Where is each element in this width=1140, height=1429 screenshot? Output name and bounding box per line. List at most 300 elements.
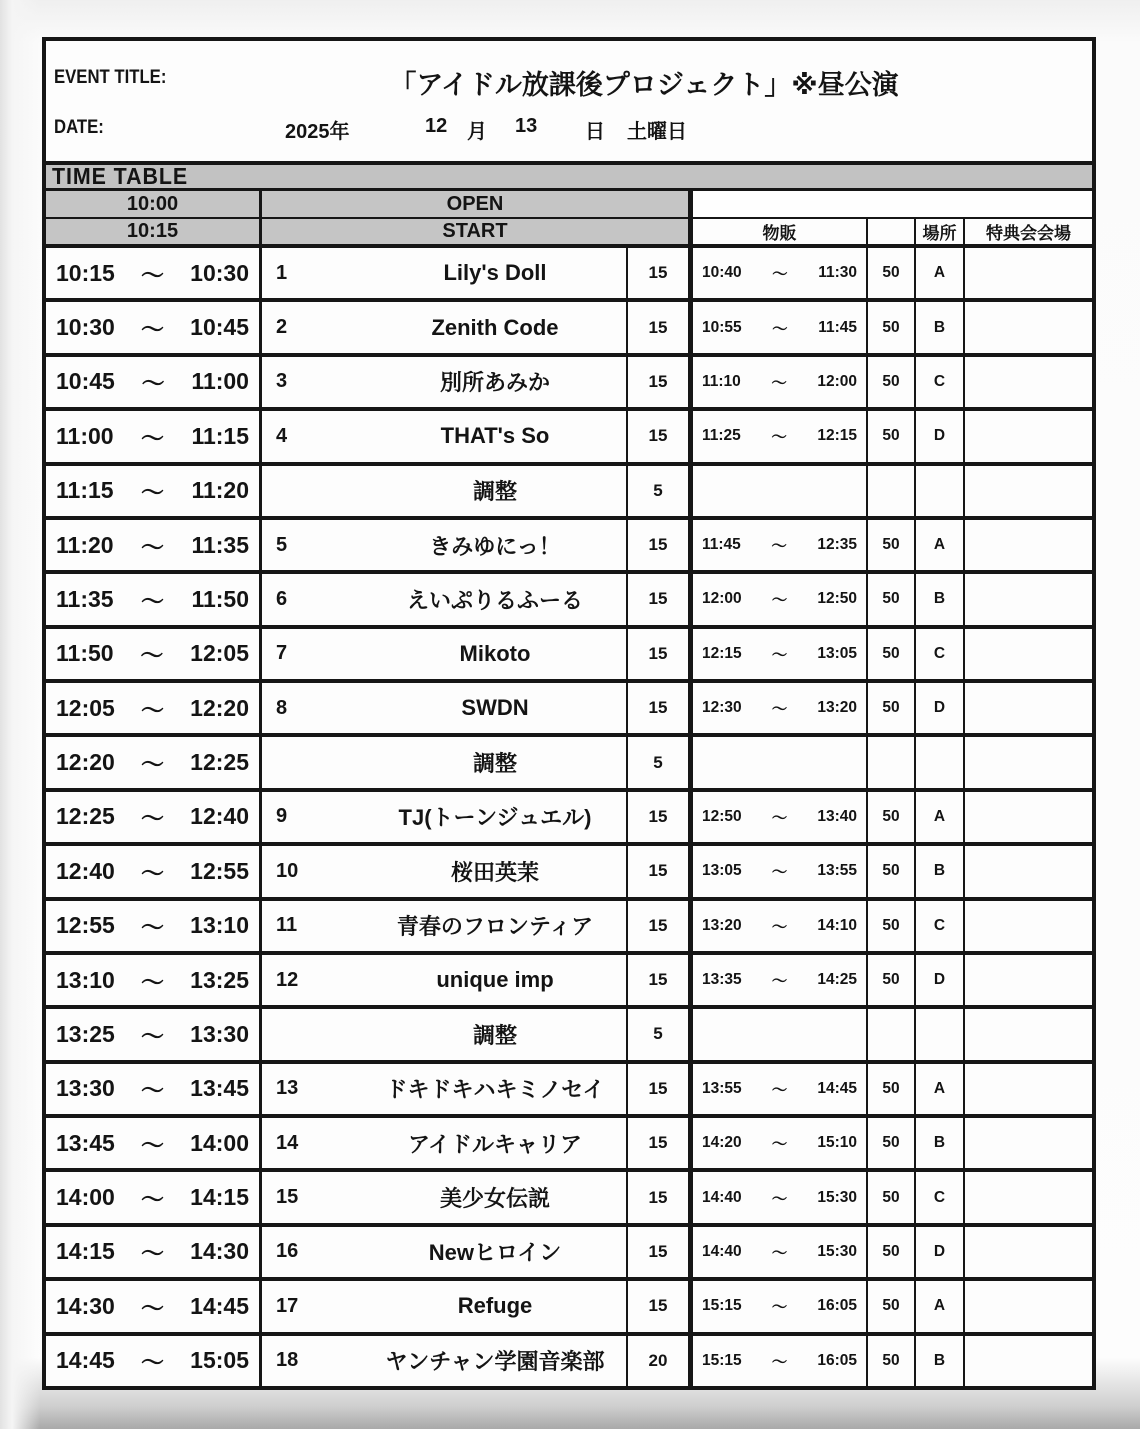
performance-end-time: 10:45 <box>190 314 249 341</box>
performance-duration-value: 15 <box>648 1296 668 1316</box>
table-row <box>46 248 1092 302</box>
tilde-separator: ～ <box>141 1186 164 1213</box>
tilde-separator: ～ <box>772 320 788 338</box>
performance-duration <box>628 792 693 842</box>
performance-start-time: 11:15 <box>56 477 114 504</box>
artist-name: 調整 <box>472 1022 517 1048</box>
tilde-separator: ～ <box>141 1294 164 1321</box>
performance-time-range <box>46 574 262 624</box>
performance-name-cell <box>262 901 628 951</box>
performance-duration <box>628 1064 693 1114</box>
merch-duration <box>868 846 916 896</box>
performance-start-time: 12:55 <box>56 912 115 939</box>
tilde-separator: ～ <box>141 805 164 832</box>
merch-duration-value: 50 <box>882 264 900 282</box>
performance-end-time: 11:15 <box>191 422 249 449</box>
tilde-separator: ～ <box>141 696 164 723</box>
artist-name: Lily's Doll <box>443 260 547 286</box>
merch-time-range <box>693 1172 868 1222</box>
start-row <box>46 219 1092 248</box>
merch-start-time: 10:40 <box>702 264 742 282</box>
merch-duration <box>868 248 916 298</box>
performance-time-range <box>46 1009 262 1059</box>
table-row <box>46 520 1092 574</box>
performance-number: 15 <box>276 1186 299 1209</box>
merch-end-time: 11:30 <box>818 264 857 282</box>
tilde-separator: ～ <box>771 1136 788 1154</box>
performance-start-time: 14:15 <box>56 1238 115 1265</box>
performance-number: 5 <box>276 533 288 556</box>
performance-duration-value: 15 <box>648 317 668 337</box>
performance-duration <box>628 466 693 516</box>
bonus-venue-cell <box>965 1336 1092 1386</box>
bonus-venue-cell <box>965 955 1092 1005</box>
merch-duration <box>868 683 916 733</box>
performance-end-time: 14:00 <box>190 1129 249 1156</box>
performance-duration <box>628 302 693 352</box>
tilde-separator: ～ <box>141 587 164 614</box>
performance-name-cell <box>262 955 628 1005</box>
tilde-separator: ～ <box>141 751 164 778</box>
merch-place-value: C <box>933 916 946 934</box>
merch-place <box>916 1118 965 1168</box>
performance-end-time: 13:30 <box>190 1020 249 1047</box>
performance-duration-value: 15 <box>648 426 668 446</box>
performance-end-time: 10:30 <box>190 259 249 286</box>
bonus-venue-cell <box>965 411 1092 461</box>
merch-duration <box>868 737 916 787</box>
performance-time-range <box>46 1064 262 1114</box>
performance-duration <box>628 901 693 951</box>
date-month-label: 月 <box>467 121 487 143</box>
tilde-separator: ～ <box>771 646 788 664</box>
performance-time-range <box>46 901 262 951</box>
artist-name: THAT's So <box>440 423 550 449</box>
merch-place <box>916 302 965 352</box>
date-label: DATE: <box>54 117 104 138</box>
merch-time-range <box>693 955 868 1005</box>
performance-end-time: 12:05 <box>190 640 249 667</box>
merch-time-range <box>693 1009 868 1059</box>
performance-start-time: 14:30 <box>56 1292 115 1319</box>
merch-place-value: C <box>933 1188 946 1206</box>
performance-start-time: 12:20 <box>56 749 115 776</box>
merch-time-range <box>693 302 868 352</box>
performance-duration <box>628 1009 693 1059</box>
tilde-separator: ～ <box>141 1240 164 1267</box>
merch-place <box>916 846 965 896</box>
merch-place <box>916 357 965 407</box>
performance-duration <box>628 357 693 407</box>
tilde-separator: ～ <box>771 1244 788 1262</box>
merch-duration <box>868 574 916 624</box>
merch-place-value: A <box>933 264 946 282</box>
artist-name: Refuge <box>457 1293 533 1319</box>
merch-duration <box>868 357 916 407</box>
table-row <box>46 683 1092 737</box>
merch-place-value: A <box>933 536 946 554</box>
table-row <box>46 411 1092 465</box>
bonus-venue-cell <box>965 1172 1092 1222</box>
performance-number: 10 <box>276 859 299 882</box>
merch-time-range <box>693 574 868 624</box>
table-row <box>46 901 1092 955</box>
tilde-separator: ～ <box>772 266 788 284</box>
performance-number: 6 <box>276 587 288 610</box>
performance-duration-value: 15 <box>648 535 668 555</box>
merch-start-time: 14:40 <box>702 1242 742 1260</box>
tilde-separator: ～ <box>771 864 788 882</box>
merch-time-range <box>693 466 868 516</box>
tilde-separator: ～ <box>141 968 164 995</box>
date-month-number: 12 <box>425 115 448 137</box>
performance-number: 9 <box>276 805 288 828</box>
merch-end-time: 15:30 <box>817 1188 857 1206</box>
merch-duration <box>868 1172 916 1222</box>
performance-start-time: 12:40 <box>56 857 115 884</box>
merch-duration <box>868 302 916 352</box>
performance-duration-value: 15 <box>648 1187 668 1207</box>
performance-number: 12 <box>276 968 299 991</box>
start-label: START <box>262 219 693 244</box>
tilde-separator: ～ <box>141 1022 164 1049</box>
performance-time-range <box>46 1172 262 1222</box>
tilde-separator: ～ <box>141 1349 164 1376</box>
merch-time-range <box>693 520 868 570</box>
merch-duration <box>868 1281 916 1331</box>
performance-start-time: 13:45 <box>56 1129 115 1156</box>
table-row <box>46 1118 1092 1172</box>
tilde-separator: ～ <box>771 592 788 610</box>
performance-time-range <box>46 248 262 298</box>
merch-duration-column-header <box>868 219 916 244</box>
bonus-venue-cell <box>965 1281 1092 1331</box>
performance-name-cell <box>262 1336 628 1386</box>
merch-duration-value: 50 <box>882 644 900 662</box>
start-time: 10:15 <box>46 219 262 244</box>
merch-duration-value: 50 <box>882 1188 900 1206</box>
merch-time-range <box>693 1064 868 1114</box>
performance-duration <box>628 737 693 787</box>
artist-name: Mikoto <box>459 640 531 666</box>
tilde-separator: ～ <box>771 1299 788 1317</box>
performance-duration <box>628 248 693 298</box>
merch-end-time: 16:05 <box>817 1351 857 1369</box>
performance-time-range <box>46 411 262 461</box>
performance-number: 4 <box>276 424 288 447</box>
merch-end-time: 13:05 <box>817 644 857 662</box>
timetable-banner-title: TIME TABLE <box>52 163 189 189</box>
performance-duration <box>628 1118 693 1168</box>
performance-duration-value: 15 <box>648 970 668 990</box>
performance-start-time: 12:25 <box>56 803 115 830</box>
table-row <box>46 1281 1092 1335</box>
performance-time-range <box>46 1227 262 1277</box>
merch-place-value: B <box>933 318 946 336</box>
performance-number: 11 <box>276 914 298 937</box>
performance-end-time: 12:25 <box>190 749 249 776</box>
performance-duration-value: 15 <box>648 1241 668 1261</box>
performance-duration-value: 20 <box>648 1350 668 1370</box>
tilde-separator: ～ <box>771 538 787 556</box>
tilde-separator: ～ <box>771 701 788 719</box>
merch-time-range <box>693 357 868 407</box>
performance-duration-value: 15 <box>648 806 668 826</box>
tilde-separator: ～ <box>140 642 164 669</box>
performance-duration <box>628 1281 693 1331</box>
performance-time-range <box>46 955 262 1005</box>
merch-place <box>916 1281 965 1331</box>
merch-place <box>916 248 965 298</box>
tilde-separator: ～ <box>771 1353 788 1371</box>
merch-duration-value: 50 <box>882 536 900 554</box>
performance-time-range <box>46 520 262 570</box>
merch-place-value: A <box>933 807 946 825</box>
merch-place <box>916 520 965 570</box>
bonus-venue-cell <box>965 520 1092 570</box>
performance-name-cell <box>262 1118 628 1168</box>
artist-name: きみゆにっ！ <box>429 533 561 559</box>
performance-duration-value: 15 <box>648 1133 668 1153</box>
performance-start-time: 13:10 <box>56 966 115 993</box>
merch-start-time: 12:50 <box>702 807 742 825</box>
merch-duration-value: 50 <box>882 1351 900 1369</box>
performance-duration-value: 15 <box>648 371 668 391</box>
merch-duration <box>868 466 916 516</box>
timetable-banner <box>46 161 1092 191</box>
performance-number: 7 <box>276 642 288 665</box>
merch-place-value: A <box>933 1297 946 1315</box>
merch-time-range <box>693 846 868 896</box>
merch-time-range <box>693 1118 868 1168</box>
event-title: 「アイドル放課後プロジェクト」※昼公演 <box>389 70 899 100</box>
bonus-venue-cell <box>965 683 1092 733</box>
merch-time-range <box>693 901 868 951</box>
artist-name: アイドルキャリア <box>407 1131 583 1157</box>
performance-duration <box>628 411 693 461</box>
performance-duration-value: 15 <box>648 643 668 663</box>
merch-place-value: B <box>933 862 946 880</box>
performance-duration-value: 5 <box>653 480 663 500</box>
timetable-rows <box>46 248 1092 1386</box>
merch-end-time: 12:00 <box>817 372 857 390</box>
table-row <box>46 1227 1092 1281</box>
performance-number: 14 <box>276 1131 299 1154</box>
merch-place-value: D <box>933 1242 946 1260</box>
merch-end-time: 14:45 <box>817 1079 857 1097</box>
merch-end-time: 12:35 <box>817 536 857 554</box>
performance-duration-value: 15 <box>648 698 668 718</box>
performance-duration <box>628 574 693 624</box>
artist-name: TJ(トーンジュエル) <box>398 805 592 831</box>
merch-duration-value: 50 <box>882 427 900 445</box>
artist-name: 桜田英茉 <box>450 859 539 885</box>
merch-duration-value: 50 <box>882 807 900 825</box>
performance-start-time: 10:30 <box>56 314 115 341</box>
merch-place-value: C <box>933 644 946 662</box>
table-row <box>46 574 1092 628</box>
performance-number: 2 <box>276 316 288 339</box>
merch-place-value: A <box>933 1079 946 1097</box>
merch-place-value: C <box>933 372 946 390</box>
merch-start-time: 13:55 <box>702 1079 742 1097</box>
bonus-venue-cell <box>965 629 1092 679</box>
artist-name: 美少女伝説 <box>439 1186 550 1212</box>
merch-start-time: 13:05 <box>702 862 742 880</box>
merch-place-value: B <box>933 1134 946 1152</box>
table-row <box>46 846 1092 900</box>
bonus-venue-cell <box>965 792 1092 842</box>
performance-name-cell <box>262 1281 628 1331</box>
performance-name-cell <box>262 1172 628 1222</box>
tilde-separator: ～ <box>141 261 164 288</box>
performance-end-time: 12:55 <box>190 857 249 884</box>
performance-time-range <box>46 357 262 407</box>
merch-start-time: 13:35 <box>702 971 742 989</box>
merch-time-range <box>693 411 868 461</box>
merch-time-range <box>693 629 868 679</box>
performance-duration <box>628 1227 693 1277</box>
open-row-spacer <box>693 191 1092 217</box>
merch-duration <box>868 1118 916 1168</box>
performance-end-time: 12:40 <box>190 803 249 830</box>
merch-place <box>916 1172 965 1222</box>
performance-duration <box>628 683 693 733</box>
merch-start-time: 12:00 <box>702 590 742 608</box>
merch-column-header: 物販 <box>693 219 868 244</box>
table-row <box>46 629 1092 683</box>
performance-end-time: 11:20 <box>191 477 249 504</box>
table-row <box>46 1172 1092 1226</box>
timetable-sheet <box>42 37 1096 1390</box>
merch-end-time: 11:45 <box>818 318 857 336</box>
performance-start-time: 13:25 <box>56 1020 115 1047</box>
place-column-header: 場所 <box>916 219 965 244</box>
merch-start-time: 13:20 <box>702 916 742 934</box>
merch-start-time: 10:55 <box>702 318 742 336</box>
performance-start-time: 14:00 <box>56 1184 115 1211</box>
bonus-venue-cell <box>965 737 1092 787</box>
performance-duration-value: 5 <box>653 1024 663 1044</box>
merch-duration <box>868 792 916 842</box>
performance-time-range <box>46 683 262 733</box>
bonus-venue-cell <box>965 357 1092 407</box>
merch-duration <box>868 1064 916 1114</box>
performance-time-range <box>46 1281 262 1331</box>
open-time: 10:00 <box>46 191 262 217</box>
title-block <box>46 41 1092 161</box>
performance-time-range <box>46 737 262 787</box>
merch-start-time: 15:15 <box>702 1351 742 1369</box>
performance-name-cell <box>262 737 628 787</box>
performance-duration-value: 5 <box>653 752 663 772</box>
date-weekday: 土曜日 <box>627 121 687 143</box>
tilde-separator: ～ <box>771 374 787 392</box>
performance-name-cell <box>262 683 628 733</box>
performance-start-time: 11:50 <box>56 640 114 667</box>
performance-name-cell <box>262 1064 628 1114</box>
merch-end-time: 13:40 <box>817 807 857 825</box>
performance-number: 18 <box>276 1349 299 1372</box>
merch-place <box>916 792 965 842</box>
merch-duration <box>868 1009 916 1059</box>
performance-name-cell <box>262 357 628 407</box>
table-row <box>46 955 1092 1009</box>
open-label: OPEN <box>262 191 693 217</box>
merch-end-time: 13:55 <box>817 862 857 880</box>
merch-duration <box>868 955 916 1005</box>
open-row <box>46 191 1092 219</box>
performance-time-range <box>46 792 262 842</box>
tilde-separator: ～ <box>141 533 164 560</box>
merch-place <box>916 901 965 951</box>
tilde-separator: ～ <box>771 973 788 991</box>
bonus-venue-cell <box>965 302 1092 352</box>
table-row <box>46 357 1092 411</box>
performance-end-time: 11:00 <box>191 368 249 395</box>
performance-duration <box>628 629 693 679</box>
merch-duration-value: 50 <box>882 1079 900 1097</box>
performance-start-time: 11:20 <box>56 531 114 558</box>
merch-place <box>916 1064 965 1114</box>
merch-end-time: 15:10 <box>817 1134 857 1152</box>
merch-start-time: 14:20 <box>702 1134 742 1152</box>
performance-end-time: 13:10 <box>190 912 249 939</box>
bonus-venue-column-header: 特典会会場 <box>965 219 1092 244</box>
merch-place <box>916 683 965 733</box>
performance-end-time: 13:25 <box>190 966 249 993</box>
artist-name: ドキドキハキミノセイ <box>385 1077 605 1103</box>
bonus-venue-cell <box>965 574 1092 624</box>
merch-end-time: 13:20 <box>817 699 857 717</box>
performance-name-cell <box>262 629 628 679</box>
performance-name-cell <box>262 248 628 298</box>
merch-end-time: 14:10 <box>817 916 857 934</box>
table-row <box>46 1336 1092 1386</box>
artist-name: 調整 <box>472 479 517 505</box>
artist-name: Zenith Code <box>431 314 559 340</box>
merch-start-time: 12:30 <box>702 699 742 717</box>
performance-name-cell <box>262 574 628 624</box>
merch-duration-value: 50 <box>882 1134 900 1152</box>
table-row <box>46 737 1092 791</box>
tilde-separator: ～ <box>771 809 788 827</box>
merch-duration-value: 50 <box>882 1242 900 1260</box>
merch-duration-value: 50 <box>882 590 900 608</box>
merch-place <box>916 466 965 516</box>
performance-start-time: 12:05 <box>56 694 115 721</box>
merch-end-time: 15:30 <box>817 1242 857 1260</box>
merch-duration-value: 50 <box>882 318 900 336</box>
merch-place <box>916 411 965 461</box>
performance-number: 1 <box>276 261 288 284</box>
merch-duration <box>868 411 916 461</box>
merch-place <box>916 955 965 1005</box>
event-title-label: EVENT TITLE: <box>54 67 167 88</box>
merch-place <box>916 574 965 624</box>
performance-end-time: 13:45 <box>190 1075 249 1102</box>
merch-time-range <box>693 1281 868 1331</box>
tilde-separator: ～ <box>141 914 164 941</box>
merch-end-time: 14:25 <box>817 971 857 989</box>
merch-duration-value: 50 <box>882 372 900 390</box>
performance-duration-value: 15 <box>648 861 668 881</box>
merch-place-value: D <box>933 699 946 717</box>
tilde-separator: ～ <box>141 1131 164 1158</box>
performance-name-cell <box>262 792 628 842</box>
table-row <box>46 792 1092 846</box>
bonus-venue-cell <box>965 846 1092 896</box>
